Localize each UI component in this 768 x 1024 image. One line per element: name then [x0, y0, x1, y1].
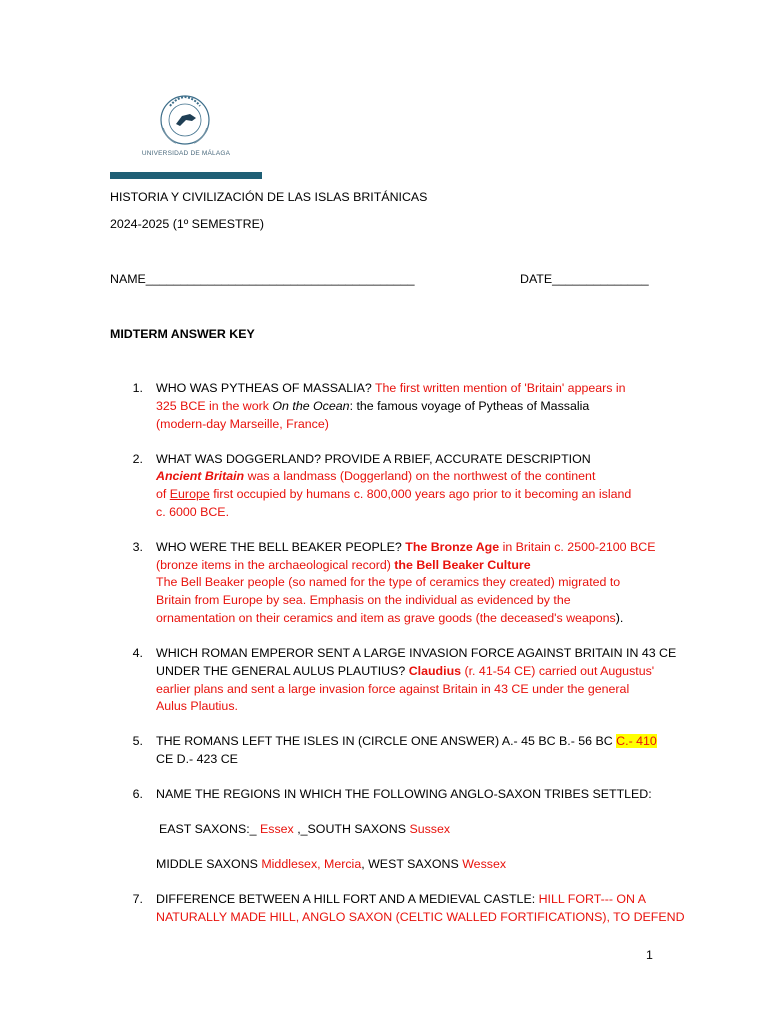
answer-text: HILL FORT--- ON A	[538, 892, 647, 906]
answer-line	[156, 397, 589, 415]
question-number: 4.	[132, 646, 143, 660]
answer-text: The Bronze Age	[405, 540, 500, 554]
label-text: MIDDLE SAXONS	[156, 857, 262, 871]
answer-line: (modern-day Marseille, France)	[156, 417, 329, 431]
answer-text: Wessex	[462, 857, 507, 871]
answer-line	[156, 485, 631, 503]
answer-text: (bronze items in the archaeological record)	[156, 558, 395, 572]
answer-line	[156, 467, 595, 485]
question-6: NAME THE REGIONS IN WHICH THE FOLLOWING ANGLO-SAXON TRIBES SETTLED:	[156, 787, 652, 801]
answer-line	[156, 609, 623, 627]
question-4-cont	[156, 662, 654, 680]
question-2: WHAT WAS DOGGERLAND? PROVIDE A RBIEF, ACCURATE DESCRIPTION	[156, 452, 591, 466]
question-1	[156, 379, 626, 397]
question-4: WHICH ROMAN EMPEROR SENT A LARGE INVASION FORCE AGAINST BRITAIN IN 43 CE	[156, 646, 677, 660]
term-label: 2024-2025 (1º SEMESTRE)	[110, 217, 264, 231]
answer-line	[156, 556, 531, 574]
page-number: 1	[646, 948, 653, 962]
logo-bar	[110, 172, 262, 179]
question-7	[156, 890, 646, 908]
page-title: MIDTERM ANSWER KEY	[110, 327, 255, 341]
answer-text: Middlesex, Mercia	[261, 857, 362, 871]
question-text: WHO WERE THE BELL BEAKER PEOPLE?	[156, 540, 406, 554]
answer-text: Essex	[260, 822, 294, 836]
question-text: UNDER THE GENERAL AULUS PLAUTIUS?	[156, 664, 409, 678]
answer-link-text: Europe	[169, 487, 210, 501]
label-text: ,_SOUTH SAXONS	[293, 822, 410, 836]
question-number: 3.	[132, 540, 143, 554]
answer-line: NATURALLY MADE HILL, ANGLO SAXON (CELTIC WALLED FORTIFICATIONS), TO DEFEND	[156, 910, 685, 924]
highlighted-answer: C.- 410	[616, 734, 657, 748]
answer-line: c. 6000 BCE.	[156, 505, 230, 519]
logo-caption: UNIVERSIDAD DE MÁLAGA	[141, 150, 231, 157]
answer-text: 325 BCE in the work	[156, 399, 273, 413]
answer-text: of	[156, 487, 170, 501]
question-text: WHO WAS PYTHEAS OF MASSALIA?	[156, 381, 375, 395]
course-title: HISTORIA Y CIVILIZACIÓN DE LAS ISLAS BRITÁNICAS	[110, 190, 428, 204]
date-field: DATE______________	[520, 272, 649, 286]
answer-line: Aulus Plautius.	[156, 699, 238, 713]
answer-text: the Bell Beaker Culture	[394, 558, 531, 572]
answer-text: Claudius	[408, 664, 462, 678]
university-logo	[110, 88, 262, 180]
question-number: 2.	[132, 452, 143, 466]
work-title: On the Ocean	[272, 399, 350, 413]
answer-text: ornamentation on their ceramics and item as grave goods (the deceased's weapons	[156, 611, 616, 625]
question-number: 1.	[132, 381, 143, 395]
answer-text: first occupied by humans c. 800,000 years ago prior to it becoming an island	[209, 487, 632, 501]
label-text: EAST SAXONS:_	[159, 822, 261, 836]
answer-text: Sussex	[409, 822, 451, 836]
answer-text: ).	[615, 611, 624, 625]
answer-line: Britain from Europe by sea. Emphasis on the individual as evidenced by the	[156, 593, 571, 607]
answer-text: The first written mention of 'Britain' appears in	[374, 381, 626, 395]
name-field: NAME_______________________________________	[110, 272, 415, 286]
question-number: 5.	[132, 734, 143, 748]
saxon-line-1	[159, 820, 450, 838]
answer-text: : the famous voyage of Pytheas of Massalia	[349, 399, 590, 413]
question-3	[156, 538, 655, 556]
question-number: 6.	[132, 787, 143, 801]
answer-text: was a landmass (Doggerland) on the northwest of the continent	[244, 469, 596, 483]
answer-text: Ancient Britain	[156, 469, 245, 483]
answer-text: in Britain c. 2500-2100 BCE	[499, 540, 656, 554]
answer-line: The Bell Beaker people (so named for the type of ceramics they created) migrated to	[156, 575, 621, 589]
answer-text: (r. 41-54 CE) carried out Augustus'	[461, 664, 655, 678]
question-text: THE ROMANS LEFT THE ISLES IN (CIRCLE ONE ANSWER) A.- 45 BC B.- 56 BC	[156, 734, 617, 748]
question-text: DIFFERENCE BETWEEN A HILL FORT AND A MEDIEVAL CASTLE:	[156, 892, 539, 906]
saxon-line-2	[156, 855, 506, 873]
answer-line: earlier plans and sent a large invasion force against Britain in 43 CE under the general	[156, 682, 630, 696]
question-5-cont: CE D.- 423 CE	[156, 752, 238, 766]
question-5	[156, 732, 657, 750]
label-text: , WEST SAXONS	[361, 857, 463, 871]
question-number: 7.	[132, 892, 143, 906]
